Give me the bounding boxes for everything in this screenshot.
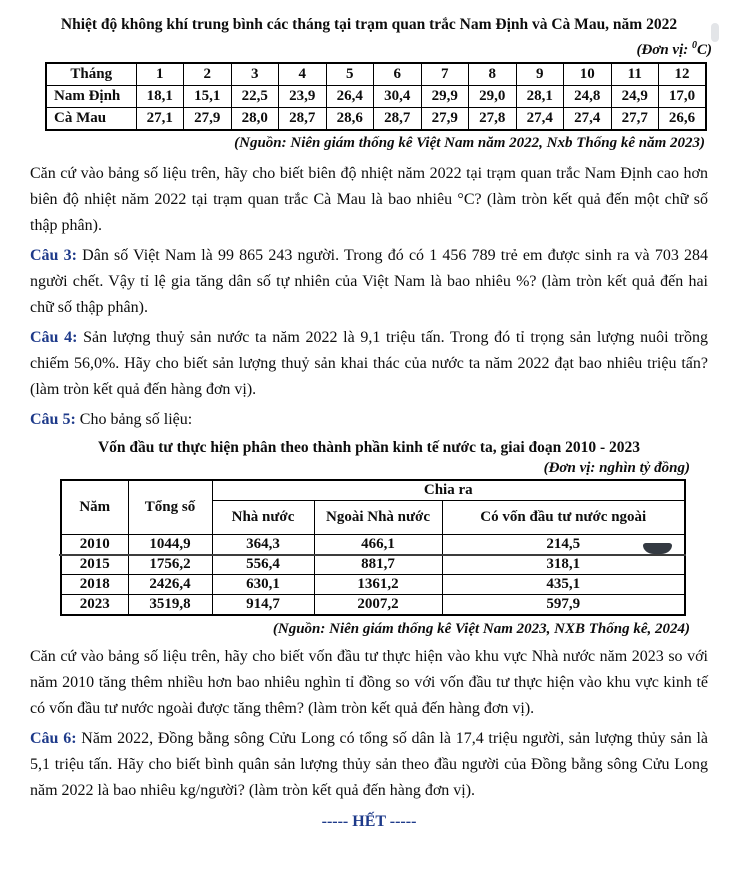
table1-value-cell: 15,1 (184, 86, 232, 108)
table2-unit-note: (Đơn vị: nghìn tỷ đồng) (543, 460, 690, 476)
table2-value-cell: 1361,2 (314, 575, 442, 595)
table1-value-cell: 27,8 (469, 108, 517, 131)
temperature-table (45, 62, 707, 131)
question-6-text: Năm 2022, Đồng bằng sông Cửu Long có tổng số dân là 17,4 triệu người, sản lượng thủy sản là 5,1 triệu tấn. Hãy cho biết bình quân sản lượng thủy sản theo đầu người của Đồng bằng sông Cửu Long năm 2022 là bao nhiêu kg/người? (làm tròn kết quả đến hàng đơn vị). (30, 730, 709, 799)
table-row (61, 595, 685, 616)
table1-month-cell: 9 (516, 63, 564, 86)
table-row (61, 555, 685, 575)
question-3 (30, 243, 708, 321)
table1-value-cell: 28,6 (326, 108, 374, 131)
table2-group-header: Chia ra (212, 480, 685, 501)
table2-value-cell: 1756,2 (128, 555, 212, 575)
table2-subcol-header: Có vốn đầu tư nước ngoài (442, 501, 685, 535)
table1-month-cell: 4 (279, 63, 327, 86)
question-4-label: Câu 4: (30, 329, 78, 346)
table1-value-cell: 27,7 (611, 108, 659, 131)
after-table2-question: Căn cứ vào bảng số liệu trên, hãy cho biết vốn đầu tư thực hiện vào khu vực Nhà nước năm 2023 so với năm 2010 tăng thêm nhiều hơn bao nhiêu nghìn tỉ đồng so với vốn đầu tư thực hiện vào khu vực kinh tế có vốn đầu tư nước ngoài được tăng thêm? (làm tròn kết quả đến hàng đơn vị). (30, 648, 708, 717)
table2-value-cell: 435,1 (442, 575, 685, 595)
table2-value-cell: 2018 (61, 575, 128, 595)
table2-value-cell: 2015 (61, 555, 128, 575)
faint-corner-artifact (711, 23, 719, 42)
table1-value-cell: 28,7 (279, 108, 327, 131)
table-row (61, 535, 685, 555)
table1-station-cell: Cà Mau (46, 108, 136, 131)
table1-month-cell: 3 (231, 63, 279, 86)
table1-month-cell: 12 (659, 63, 707, 86)
table1-value-cell: 26,4 (326, 86, 374, 108)
table1-value-cell: 24,8 (564, 86, 612, 108)
question-5-label: Câu 5: (30, 411, 76, 428)
table2-value-cell: 2426,4 (128, 575, 212, 595)
table1-value-cell: 28,0 (231, 108, 279, 131)
investment-table (60, 479, 686, 616)
table-row (46, 63, 706, 86)
end-marker: ----- HẾT ----- (321, 813, 417, 830)
table2-value-cell: 597,9 (442, 595, 685, 616)
table1-value-cell: 30,4 (374, 86, 422, 108)
table1-value-cell: 27,1 (136, 108, 184, 131)
table2-value-cell: 318,1 (442, 555, 685, 575)
table1-month-cell: 5 (326, 63, 374, 86)
table1-month-cell: 7 (421, 63, 469, 86)
table2-year-header: Năm (61, 480, 128, 535)
table2-value-cell: 214,5 (442, 535, 685, 555)
table1-header-cell: Tháng (46, 63, 136, 86)
table2-value-cell: 1044,9 (128, 535, 212, 555)
intro-question-text: Căn cứ vào bảng số liệu trên, hãy cho biết biên độ nhiệt năm 2022 tại trạm quan trắc Nam Định cao hơn biên độ nhiệt năm 2022 tại trạm quan trắc Cà Mau là bao nhiêu °C? (làm tròn kết quả đến một chữ số thập phân). (30, 165, 708, 234)
table-row (46, 108, 706, 131)
table2-value-cell: 881,7 (314, 555, 442, 575)
table1-value-cell: 17,0 (659, 86, 707, 108)
table-row (46, 86, 706, 108)
table-row (61, 575, 685, 595)
table1-title: Nhiệt độ không khí trung bình các tháng tại trạm quan trắc Nam Định và Cà Mau, năm 2022 (60, 16, 678, 33)
question-6-label: Câu 6: (30, 730, 77, 747)
table1-value-cell: 18,1 (136, 86, 184, 108)
table2-subcol-header: Nhà nước (212, 501, 314, 535)
table2-value-cell: 556,4 (212, 555, 314, 575)
table1-value-cell: 28,1 (516, 86, 564, 108)
table2-source: (Nguồn: Niên giám thống kê Việt Nam 2023, NXB Thống kê, 2024) (272, 621, 690, 637)
table1-month-cell: 11 (611, 63, 659, 86)
question-6 (30, 726, 708, 804)
table2-value-cell: 630,1 (212, 575, 314, 595)
investment-table-wrapper (60, 479, 684, 616)
table1-value-cell: 29,0 (469, 86, 517, 108)
question-5 (30, 407, 708, 433)
table1-value-cell: 29,9 (421, 86, 469, 108)
unit-prefix: (Đơn vị: (636, 42, 692, 58)
table1-value-cell: 23,9 (279, 86, 327, 108)
table2-value-cell: 914,7 (212, 595, 314, 616)
table2-value-cell: 2023 (61, 595, 128, 616)
question-5-text: Cho bảng số liệu: (75, 411, 193, 428)
table1-month-cell: 8 (469, 63, 517, 86)
table1-source: (Nguồn: Niên giám thống kê Việt Nam năm 2022, Nxb Thống kê năm 2023) (234, 135, 705, 151)
question-3-text: Dân số Việt Nam là 99 865 243 người. Trong đó có 1 456 789 trẻ em được sinh ra và 703 284 người chết. Vậy tỉ lệ gia tăng dân số tự nhiên của Việt Nam là bao nhiêu %? (làm tròn kết quả đến hai chữ số thập phân). (30, 247, 709, 316)
table2-value-cell: 364,3 (212, 535, 314, 555)
unit-suffix: C) (697, 42, 712, 58)
table1-value-cell: 22,5 (231, 86, 279, 108)
table2-subcol-header: Ngoài Nhà nước (314, 501, 442, 535)
table-row (61, 480, 685, 501)
table2-value-cell: 466,1 (314, 535, 442, 555)
unit-superscript: 0 (692, 40, 697, 51)
table1-value-cell: 27,4 (564, 108, 612, 131)
table2-value-cell: 2010 (61, 535, 128, 555)
table1-value-cell: 28,7 (374, 108, 422, 131)
table1-value-cell: 27,4 (516, 108, 564, 131)
table1-value-cell: 27,9 (184, 108, 232, 131)
table2-total-header: Tổng số (128, 480, 212, 535)
table1-value-cell: 26,6 (659, 108, 707, 131)
table1-value-cell: 24,9 (611, 86, 659, 108)
table1-station-cell: Nam Định (46, 86, 136, 108)
question-4-text: Sản lượng thuỷ sản nước ta năm 2022 là 9,1 triệu tấn. Trong đó tỉ trọng sản lượng nuôi trồng chiếm 56,0%. Hãy cho biết sản lượng thuỷ sản khai thác của nước ta năm 2022 đạt bao nhiêu triệu tấn? (làm tròn kết quả đến hàng đơn vị). (30, 329, 708, 398)
table2-title: Vốn đầu tư thực hiện phân theo thành phần kinh tế nước ta, giai đoạn 2010 - 2023 (97, 439, 641, 456)
table1-month-cell: 1 (136, 63, 184, 86)
table1-value-cell: 27,9 (421, 108, 469, 131)
table2-value-cell: 2007,2 (314, 595, 442, 616)
table2-value-cell: 3519,8 (128, 595, 212, 616)
table1-unit-note (0, 37, 712, 59)
table1-month-cell: 6 (374, 63, 422, 86)
question-3-label: Câu 3: (30, 247, 77, 264)
table1-month-cell: 2 (184, 63, 232, 86)
question-4 (30, 325, 708, 403)
table1-month-cell: 10 (564, 63, 612, 86)
